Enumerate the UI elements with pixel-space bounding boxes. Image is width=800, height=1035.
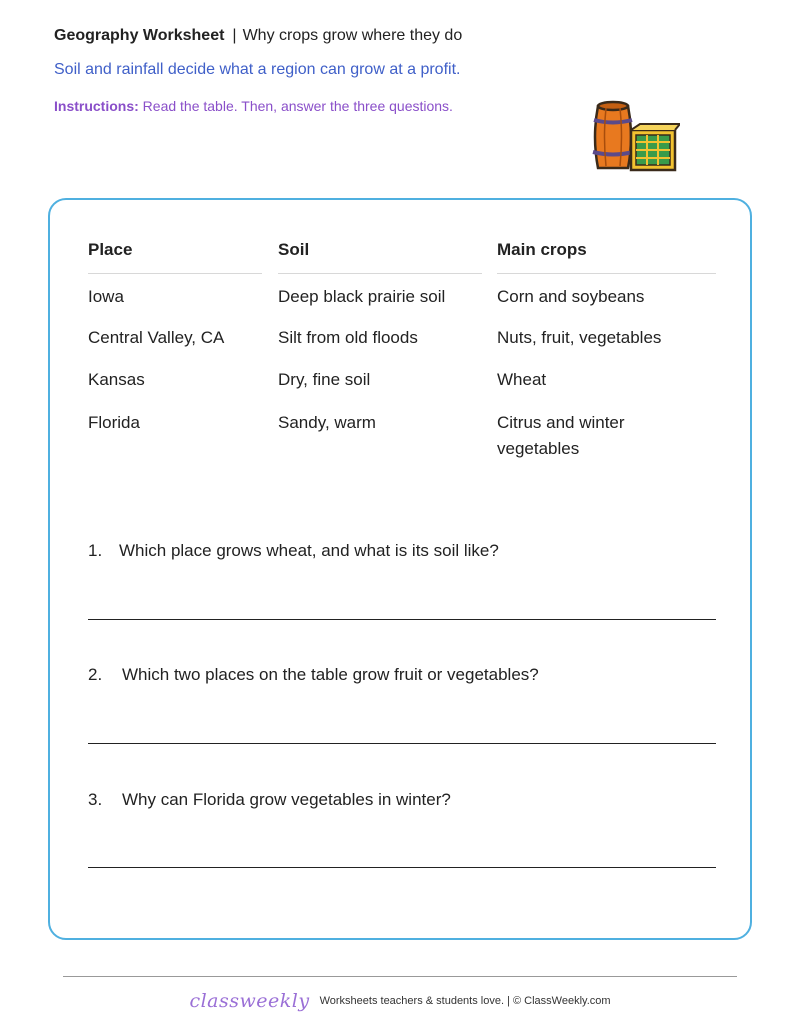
answer-line-3[interactable] <box>88 867 716 868</box>
table-cell: Central Valley, CA <box>88 328 225 347</box>
table-cell: Iowa <box>88 287 124 306</box>
worksheet-subtitle: Soil and rainfall decide what a region can grow at a profit. <box>54 61 461 78</box>
instructions-text: Read the table. Then, answer the three questions. <box>142 98 453 114</box>
worksheet-card <box>48 198 752 940</box>
worksheet-header <box>54 27 462 45</box>
table-header-main-crops: Main crops <box>497 240 716 274</box>
instructions <box>54 98 453 114</box>
table-header-soil: Soil <box>278 240 482 274</box>
table-cell: Florida <box>88 413 140 432</box>
question-text: Which two places on the table grow fruit or vegetables? <box>122 665 539 684</box>
table-cell: Dry, fine soil <box>278 370 371 389</box>
barrel-and-crate-icon <box>588 100 680 174</box>
table-cell: Deep black prairie soil <box>278 287 446 306</box>
table-cell: Sandy, warm <box>278 413 376 432</box>
table-cell: Nuts, fruit, vegetables <box>497 328 662 347</box>
footer-tagline: Worksheets teachers & students love. | © ClassWeekly.com <box>319 995 611 1007</box>
worksheet-title: Geography Worksheet <box>54 27 225 44</box>
brand-logo: classweekly <box>189 990 310 1012</box>
question-text: Why can Florida grow vegetables in winter? <box>122 790 451 809</box>
question-text: Which place grows wheat, and what is its soil like? <box>119 541 499 560</box>
table-cell: Kansas <box>88 370 145 389</box>
question-number: 1. <box>88 541 103 560</box>
table-cell: Wheat <box>497 370 547 389</box>
footer <box>0 990 800 1012</box>
question-number: 3. <box>88 790 103 809</box>
header-separator: | <box>232 27 237 44</box>
answer-line-2[interactable] <box>88 743 716 744</box>
table-cell: Citrus and winter vegetables <box>497 413 625 458</box>
question-number: 2. <box>88 665 103 684</box>
instructions-label: Instructions: <box>54 98 139 114</box>
question-3 <box>88 790 451 810</box>
answer-line-1[interactable] <box>88 619 716 620</box>
table-header-place: Place <box>88 240 262 274</box>
question-2 <box>88 665 539 685</box>
question-1 <box>88 541 499 561</box>
table-cell: Corn and soybeans <box>497 287 645 306</box>
footer-divider <box>63 976 737 977</box>
worksheet-topic: Why crops grow where they do <box>242 27 463 44</box>
table-cell: Silt from old floods <box>278 328 418 347</box>
